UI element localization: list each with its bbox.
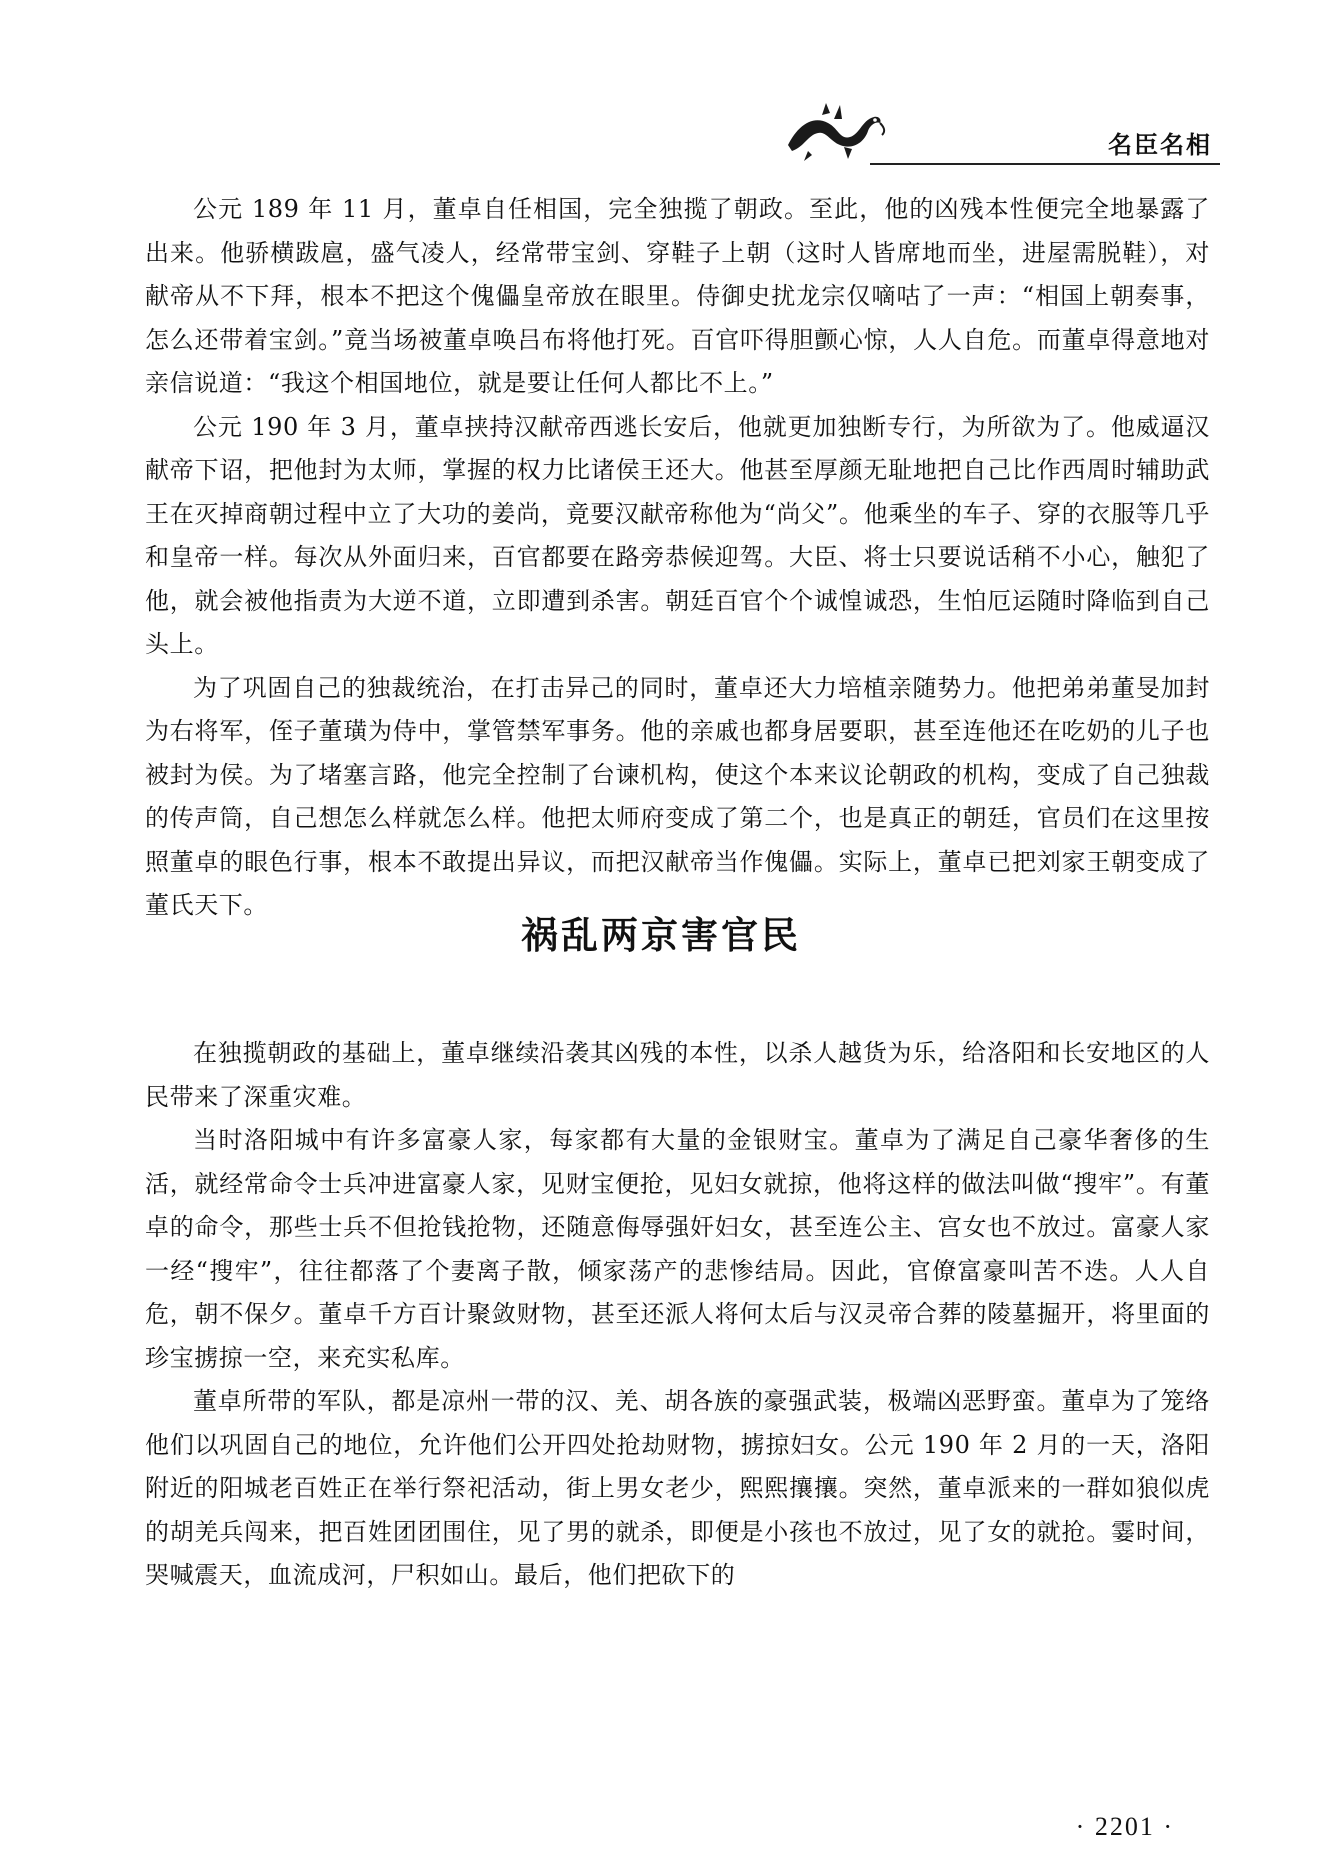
dragon-icon (778, 95, 888, 165)
body-text-bottom (145, 1032, 1210, 1598)
section-heading: 祸乱两京害官民 (521, 914, 801, 957)
body-text-top (145, 188, 1210, 928)
paragraph: 公元 189 年 11 月，董卓自任相国，完全独揽了朝政。至此，他的凶残本性便完全地暴露了出来。他骄横跋扈，盛气凌人，经常带宝剑、穿鞋子上朝（这时人皆席地而坐，进屋需脱鞋），对献帝从不下拜，根本不把这个傀儡皇帝放在眼里。侍御史扰龙宗仅嘀咕了一声：“相国上朝奏事，怎么还带着宝剑。”竟当场被董卓唤吕布将他打死。百官吓得胆颤心惊，人人自危。而董卓得意地对亲信说道：“我这个相国地位，就是要让任何人都比不上。” (145, 195, 1210, 397)
header-title: 名臣名相 (1108, 131, 1212, 159)
paragraph: 当时洛阳城中有许多富豪人家，每家都有大量的金银财宝。董卓为了满足自己豪华奢侈的生活，就经常命令士兵冲进富豪人家，见财宝便抢，见妇女就掠，他将这样的做法叫做“搜牢”。有董卓的命令，那些士兵不但抢钱抢物，还随意侮辱强奸妇女，甚至连公主、宫女也不放过。富豪人家一经“搜牢”，往往都落了个妻离子散，倾家荡产的悲惨结局。因此，官僚富豪叫苦不迭。人人自危，朝不保夕。董卓千方百计聚敛财物，甚至还派人将何太后与汉灵帝合葬的陵墓掘开，将里面的珍宝掳掠一空，来充实私库。 (145, 1126, 1210, 1372)
header-rule (870, 163, 1220, 165)
paragraph: 董卓所带的军队，都是凉州一带的汉、羌、胡各族的豪强武装，极端凶恶野蛮。董卓为了笼络他们以巩固自己的地位，允许他们公开四处抢劫财物，掳掠妇女。公元 190 年 2 月的一天，洛阳附近的阳城老百姓正在举行祭祀活动，街上男女老少，熙熙攘攘。突然，董卓派来的一群如狼似虎的胡羌兵闯来，把百姓团团围住，见了男的就杀，即便是小孩也不放过，见了女的就抢。霎时间，哭喊震天，血流成河，尸积如山。最后，他们把砍下的 (145, 1387, 1210, 1589)
running-header (0, 95, 1322, 165)
page-number: · 2201 · (1075, 1812, 1174, 1841)
paragraph: 为了巩固自己的独裁统治，在打击异己的同时，董卓还大力培植亲随势力。他把弟弟董旻加封为右将军，侄子董璜为侍中，掌管禁军事务。他的亲戚也都身居要职，甚至连他还在吃奶的儿子也被封为侯。为了堵塞言路，他完全控制了台谏机构，使这个本来议论朝政的机构，变成了自己独裁的传声筒，自己想怎么样就怎么样。他把太师府变成了第二个，也是真正的朝廷，官员们在这里按照董卓的眼色行事，根本不敢提出异议，而把汉献帝当作傀儡。实际上，董卓已把刘家王朝变成了董氏天下。 (145, 673, 1210, 919)
paragraph: 公元 190 年 3 月，董卓挟持汉献帝西逃长安后，他就更加独断专行，为所欲为了。他威逼汉献帝下诏，把他封为太师，掌握的权力比诸侯王还大。他甚至厚颜无耻地把自己比作西周时辅助武王在灭掉商朝过程中立了大功的姜尚，竟要汉献帝称他为“尚父”。他乘坐的车子、穿的衣服等几乎和皇帝一样。每次从外面归来，百官都要在路旁恭候迎驾。大臣、将士只要说话稍不小心，触犯了他，就会被他指责为大逆不道，立即遭到杀害。朝廷百官个个诚惶诚恐，生怕厄运随时降临到自己头上。 (145, 412, 1210, 658)
paragraph: 在独揽朝政的基础上，董卓继续沿袭其凶残的本性，以杀人越货为乐，给洛阳和长安地区的人民带来了深重灾难。 (145, 1039, 1210, 1111)
